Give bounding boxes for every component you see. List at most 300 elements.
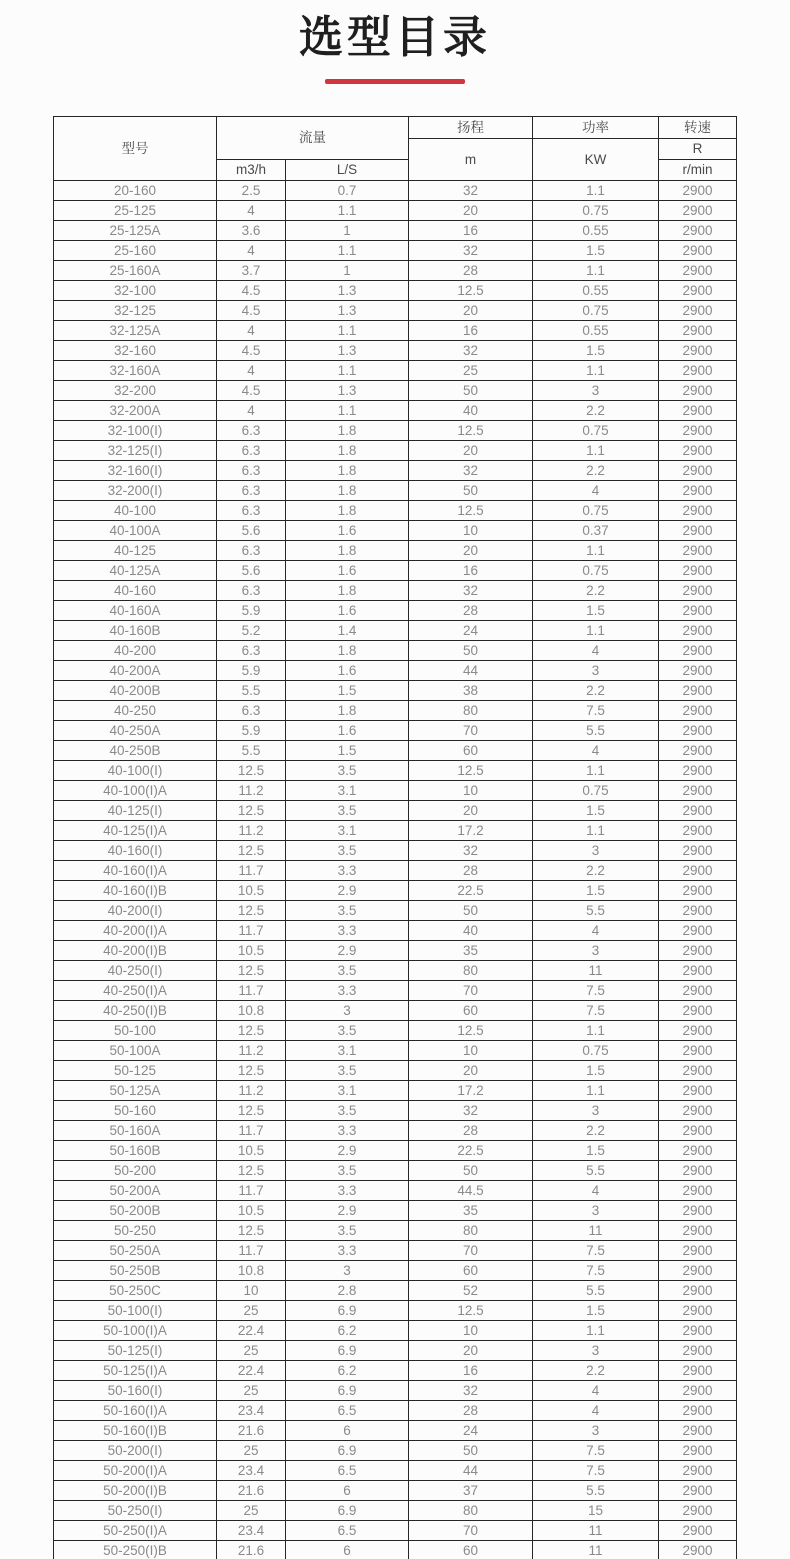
cell-model: 50-200A bbox=[54, 1181, 217, 1201]
table-row bbox=[54, 281, 737, 301]
cell-flow-m3h: 23.4 bbox=[217, 1521, 286, 1541]
cell-model: 40-100(I)A bbox=[54, 781, 217, 801]
col-header-model: 型号 bbox=[54, 117, 217, 181]
cell-model: 40-200A bbox=[54, 661, 217, 681]
cell-flow-ls: 6.2 bbox=[286, 1321, 409, 1341]
cell-head-m: 20 bbox=[409, 801, 533, 821]
cell-speed-rmin: 2900 bbox=[659, 281, 737, 301]
cell-model: 32-200(I) bbox=[54, 481, 217, 501]
cell-flow-ls: 3.5 bbox=[286, 1221, 409, 1241]
cell-model: 40-200B bbox=[54, 681, 217, 701]
cell-power-kw: 1.5 bbox=[533, 1301, 659, 1321]
cell-head-m: 20 bbox=[409, 201, 533, 221]
col-header-speed-unit-r: R bbox=[659, 139, 737, 160]
cell-flow-m3h: 4 bbox=[217, 201, 286, 221]
cell-power-kw: 2.2 bbox=[533, 861, 659, 881]
table-row bbox=[54, 1021, 737, 1041]
cell-flow-m3h: 4.5 bbox=[217, 341, 286, 361]
cell-flow-ls: 1 bbox=[286, 261, 409, 281]
cell-power-kw: 0.75 bbox=[533, 301, 659, 321]
cell-power-kw: 4 bbox=[533, 1401, 659, 1421]
cell-model: 40-160A bbox=[54, 601, 217, 621]
cell-power-kw: 3 bbox=[533, 841, 659, 861]
cell-flow-ls: 3.1 bbox=[286, 821, 409, 841]
table-row bbox=[54, 1481, 737, 1501]
cell-speed-rmin: 2900 bbox=[659, 1381, 737, 1401]
cell-head-m: 44 bbox=[409, 661, 533, 681]
cell-flow-ls: 3.5 bbox=[286, 961, 409, 981]
cell-flow-m3h: 11.7 bbox=[217, 861, 286, 881]
cell-model: 50-250(I)A bbox=[54, 1521, 217, 1541]
table-row bbox=[54, 261, 737, 281]
cell-power-kw: 3 bbox=[533, 941, 659, 961]
cell-flow-ls: 1.8 bbox=[286, 481, 409, 501]
table-row bbox=[54, 1461, 737, 1481]
table-row bbox=[54, 1381, 737, 1401]
cell-flow-ls: 1.3 bbox=[286, 281, 409, 301]
cell-model: 50-250(I) bbox=[54, 1501, 217, 1521]
cell-power-kw: 1.1 bbox=[533, 361, 659, 381]
table-row bbox=[54, 1301, 737, 1321]
cell-flow-m3h: 4.5 bbox=[217, 281, 286, 301]
cell-flow-m3h: 10.8 bbox=[217, 1001, 286, 1021]
cell-flow-ls: 2.9 bbox=[286, 941, 409, 961]
cell-model: 50-200(I)A bbox=[54, 1461, 217, 1481]
cell-head-m: 50 bbox=[409, 1161, 533, 1181]
cell-speed-rmin: 2900 bbox=[659, 401, 737, 421]
table-row bbox=[54, 501, 737, 521]
cell-flow-ls: 3.5 bbox=[286, 1101, 409, 1121]
cell-flow-ls: 1.6 bbox=[286, 721, 409, 741]
table-row bbox=[54, 221, 737, 241]
table-row bbox=[54, 1401, 737, 1421]
cell-flow-m3h: 10 bbox=[217, 1281, 286, 1301]
table-row bbox=[54, 1081, 737, 1101]
table-row bbox=[54, 181, 737, 201]
cell-flow-ls: 1.8 bbox=[286, 701, 409, 721]
cell-speed-rmin: 2900 bbox=[659, 181, 737, 201]
cell-model: 50-250C bbox=[54, 1281, 217, 1301]
cell-speed-rmin: 2900 bbox=[659, 221, 737, 241]
cell-model: 32-160(I) bbox=[54, 461, 217, 481]
cell-flow-m3h: 11.2 bbox=[217, 781, 286, 801]
cell-power-kw: 1.1 bbox=[533, 261, 659, 281]
cell-model: 50-100(I) bbox=[54, 1301, 217, 1321]
cell-head-m: 70 bbox=[409, 1521, 533, 1541]
cell-speed-rmin: 2900 bbox=[659, 1521, 737, 1541]
cell-model: 40-160(I)A bbox=[54, 861, 217, 881]
cell-head-m: 37 bbox=[409, 1481, 533, 1501]
cell-flow-m3h: 12.5 bbox=[217, 761, 286, 781]
cell-flow-ls: 3 bbox=[286, 1261, 409, 1281]
cell-speed-rmin: 2900 bbox=[659, 421, 737, 441]
col-header-speed-unit-rmin: r/min bbox=[659, 160, 737, 181]
table-row bbox=[54, 1321, 737, 1341]
cell-flow-m3h: 10.5 bbox=[217, 1141, 286, 1161]
cell-power-kw: 0.55 bbox=[533, 321, 659, 341]
cell-flow-ls: 6.9 bbox=[286, 1381, 409, 1401]
cell-speed-rmin: 2900 bbox=[659, 1301, 737, 1321]
cell-head-m: 60 bbox=[409, 741, 533, 761]
cell-power-kw: 0.55 bbox=[533, 281, 659, 301]
table-row bbox=[54, 901, 737, 921]
cell-flow-m3h: 3.7 bbox=[217, 261, 286, 281]
col-header-power-unit: KW bbox=[533, 139, 659, 181]
cell-flow-ls: 1.3 bbox=[286, 301, 409, 321]
cell-model: 40-250(I)A bbox=[54, 981, 217, 1001]
cell-flow-m3h: 5.9 bbox=[217, 661, 286, 681]
table-row bbox=[54, 1521, 737, 1541]
col-header-flow-m3h: m3/h bbox=[217, 160, 286, 181]
cell-speed-rmin: 2900 bbox=[659, 1101, 737, 1121]
cell-speed-rmin: 2900 bbox=[659, 361, 737, 381]
cell-flow-m3h: 12.5 bbox=[217, 1221, 286, 1241]
cell-head-m: 52 bbox=[409, 1281, 533, 1301]
cell-power-kw: 1.5 bbox=[533, 801, 659, 821]
cell-head-m: 28 bbox=[409, 861, 533, 881]
cell-model: 40-250B bbox=[54, 741, 217, 761]
cell-speed-rmin: 2900 bbox=[659, 841, 737, 861]
cell-flow-ls: 6 bbox=[286, 1421, 409, 1441]
table-row bbox=[54, 941, 737, 961]
cell-flow-ls: 1 bbox=[286, 221, 409, 241]
cell-speed-rmin: 2900 bbox=[659, 1001, 737, 1021]
cell-speed-rmin: 2900 bbox=[659, 981, 737, 1001]
cell-power-kw: 4 bbox=[533, 1381, 659, 1401]
cell-power-kw: 2.2 bbox=[533, 401, 659, 421]
table-row bbox=[54, 881, 737, 901]
table-row bbox=[54, 1281, 737, 1301]
cell-flow-m3h: 12.5 bbox=[217, 1021, 286, 1041]
cell-head-m: 44 bbox=[409, 1461, 533, 1481]
cell-power-kw: 2.2 bbox=[533, 581, 659, 601]
cell-power-kw: 0.55 bbox=[533, 221, 659, 241]
cell-flow-ls: 6.5 bbox=[286, 1401, 409, 1421]
cell-power-kw: 5.5 bbox=[533, 901, 659, 921]
cell-head-m: 44.5 bbox=[409, 1181, 533, 1201]
cell-flow-m3h: 11.7 bbox=[217, 1241, 286, 1261]
cell-head-m: 16 bbox=[409, 1361, 533, 1381]
cell-flow-ls: 1.6 bbox=[286, 661, 409, 681]
cell-model: 40-200(I) bbox=[54, 901, 217, 921]
cell-head-m: 28 bbox=[409, 261, 533, 281]
cell-flow-m3h: 6.3 bbox=[217, 421, 286, 441]
cell-flow-m3h: 5.6 bbox=[217, 561, 286, 581]
cell-model: 32-125(I) bbox=[54, 441, 217, 461]
cell-power-kw: 2.2 bbox=[533, 681, 659, 701]
table-row bbox=[54, 421, 737, 441]
cell-speed-rmin: 2900 bbox=[659, 1361, 737, 1381]
cell-head-m: 80 bbox=[409, 1501, 533, 1521]
cell-flow-m3h: 6.3 bbox=[217, 461, 286, 481]
header-row-1 bbox=[54, 117, 737, 139]
cell-power-kw: 11 bbox=[533, 961, 659, 981]
cell-flow-m3h: 6.3 bbox=[217, 441, 286, 461]
cell-power-kw: 1.5 bbox=[533, 601, 659, 621]
cell-power-kw: 2.2 bbox=[533, 1361, 659, 1381]
cell-flow-m3h: 6.3 bbox=[217, 581, 286, 601]
cell-flow-ls: 1.1 bbox=[286, 241, 409, 261]
cell-model: 50-250 bbox=[54, 1221, 217, 1241]
cell-power-kw: 1.1 bbox=[533, 1081, 659, 1101]
table-row bbox=[54, 1141, 737, 1161]
cell-flow-ls: 3.1 bbox=[286, 781, 409, 801]
table-row bbox=[54, 1101, 737, 1121]
table-row bbox=[54, 761, 737, 781]
cell-power-kw: 1.1 bbox=[533, 821, 659, 841]
cell-head-m: 70 bbox=[409, 1241, 533, 1261]
cell-speed-rmin: 2900 bbox=[659, 1261, 737, 1281]
cell-model: 40-250A bbox=[54, 721, 217, 741]
table-row bbox=[54, 201, 737, 221]
cell-flow-ls: 3.3 bbox=[286, 981, 409, 1001]
cell-speed-rmin: 2900 bbox=[659, 1541, 737, 1559]
cell-speed-rmin: 2900 bbox=[659, 721, 737, 741]
cell-flow-ls: 1.8 bbox=[286, 441, 409, 461]
cell-head-m: 20 bbox=[409, 1061, 533, 1081]
cell-head-m: 10 bbox=[409, 1321, 533, 1341]
cell-model: 50-125A bbox=[54, 1081, 217, 1101]
cell-head-m: 80 bbox=[409, 961, 533, 981]
cell-flow-m3h: 5.5 bbox=[217, 741, 286, 761]
cell-flow-m3h: 6.3 bbox=[217, 481, 286, 501]
cell-speed-rmin: 2900 bbox=[659, 1501, 737, 1521]
cell-speed-rmin: 2900 bbox=[659, 541, 737, 561]
cell-flow-ls: 6 bbox=[286, 1541, 409, 1559]
cell-flow-m3h: 6.3 bbox=[217, 641, 286, 661]
cell-flow-ls: 6.9 bbox=[286, 1341, 409, 1361]
title-underline-decoration bbox=[325, 79, 465, 84]
cell-model: 32-125 bbox=[54, 301, 217, 321]
cell-power-kw: 1.5 bbox=[533, 341, 659, 361]
cell-head-m: 17.2 bbox=[409, 1081, 533, 1101]
cell-model: 40-160(I)B bbox=[54, 881, 217, 901]
cell-head-m: 25 bbox=[409, 361, 533, 381]
cell-flow-ls: 1.1 bbox=[286, 401, 409, 421]
cell-flow-ls: 3.5 bbox=[286, 1021, 409, 1041]
cell-power-kw: 3 bbox=[533, 1421, 659, 1441]
cell-speed-rmin: 2900 bbox=[659, 521, 737, 541]
cell-flow-m3h: 11.2 bbox=[217, 1081, 286, 1101]
cell-flow-m3h: 25 bbox=[217, 1341, 286, 1361]
cell-head-m: 40 bbox=[409, 921, 533, 941]
cell-model: 50-100(I)A bbox=[54, 1321, 217, 1341]
cell-speed-rmin: 2900 bbox=[659, 921, 737, 941]
cell-flow-m3h: 10.5 bbox=[217, 881, 286, 901]
cell-flow-ls: 1.1 bbox=[286, 361, 409, 381]
cell-model: 40-250(I) bbox=[54, 961, 217, 981]
cell-flow-ls: 1.8 bbox=[286, 461, 409, 481]
cell-speed-rmin: 2900 bbox=[659, 941, 737, 961]
cell-flow-m3h: 5.5 bbox=[217, 681, 286, 701]
cell-flow-m3h: 21.6 bbox=[217, 1421, 286, 1441]
table-row bbox=[54, 1161, 737, 1181]
cell-model: 25-125 bbox=[54, 201, 217, 221]
pump-selection-table bbox=[53, 116, 737, 1559]
table-row bbox=[54, 1181, 737, 1201]
table-header bbox=[54, 117, 737, 181]
cell-flow-m3h: 12.5 bbox=[217, 1101, 286, 1121]
cell-power-kw: 7.5 bbox=[533, 701, 659, 721]
cell-flow-ls: 3.3 bbox=[286, 1121, 409, 1141]
cell-model: 50-160(I)B bbox=[54, 1421, 217, 1441]
cell-speed-rmin: 2900 bbox=[659, 741, 737, 761]
cell-model: 40-160B bbox=[54, 621, 217, 641]
cell-flow-ls: 1.3 bbox=[286, 341, 409, 361]
table-row bbox=[54, 401, 737, 421]
cell-flow-ls: 3.5 bbox=[286, 801, 409, 821]
cell-speed-rmin: 2900 bbox=[659, 601, 737, 621]
cell-speed-rmin: 2900 bbox=[659, 1481, 737, 1501]
table-row bbox=[54, 241, 737, 261]
cell-speed-rmin: 2900 bbox=[659, 481, 737, 501]
cell-power-kw: 5.5 bbox=[533, 1161, 659, 1181]
cell-speed-rmin: 2900 bbox=[659, 301, 737, 321]
table-row bbox=[54, 621, 737, 641]
cell-model: 25-160 bbox=[54, 241, 217, 261]
cell-head-m: 10 bbox=[409, 781, 533, 801]
cell-power-kw: 5.5 bbox=[533, 1281, 659, 1301]
cell-speed-rmin: 2900 bbox=[659, 1241, 737, 1261]
cell-power-kw: 7.5 bbox=[533, 1441, 659, 1461]
cell-speed-rmin: 2900 bbox=[659, 641, 737, 661]
cell-head-m: 20 bbox=[409, 301, 533, 321]
cell-flow-ls: 3.1 bbox=[286, 1081, 409, 1101]
cell-head-m: 20 bbox=[409, 441, 533, 461]
cell-head-m: 12.5 bbox=[409, 1021, 533, 1041]
cell-head-m: 16 bbox=[409, 561, 533, 581]
cell-head-m: 20 bbox=[409, 1341, 533, 1361]
cell-model: 32-200 bbox=[54, 381, 217, 401]
cell-flow-m3h: 3.6 bbox=[217, 221, 286, 241]
cell-model: 50-160B bbox=[54, 1141, 217, 1161]
cell-flow-m3h: 25 bbox=[217, 1381, 286, 1401]
cell-power-kw: 2.2 bbox=[533, 1121, 659, 1141]
cell-flow-ls: 3.3 bbox=[286, 1181, 409, 1201]
cell-flow-ls: 0.7 bbox=[286, 181, 409, 201]
cell-speed-rmin: 2900 bbox=[659, 861, 737, 881]
cell-head-m: 16 bbox=[409, 221, 533, 241]
cell-speed-rmin: 2900 bbox=[659, 681, 737, 701]
cell-head-m: 28 bbox=[409, 601, 533, 621]
table-row bbox=[54, 441, 737, 461]
cell-model: 40-160(I) bbox=[54, 841, 217, 861]
cell-power-kw: 1.1 bbox=[533, 1321, 659, 1341]
cell-head-m: 22.5 bbox=[409, 881, 533, 901]
cell-model: 40-125(I)A bbox=[54, 821, 217, 841]
cell-flow-ls: 6.9 bbox=[286, 1301, 409, 1321]
cell-flow-ls: 1.1 bbox=[286, 321, 409, 341]
cell-flow-m3h: 11.7 bbox=[217, 1181, 286, 1201]
table-row bbox=[54, 741, 737, 761]
cell-speed-rmin: 2900 bbox=[659, 821, 737, 841]
cell-head-m: 35 bbox=[409, 941, 533, 961]
cell-model: 50-160(I) bbox=[54, 1381, 217, 1401]
cell-head-m: 80 bbox=[409, 1221, 533, 1241]
cell-head-m: 32 bbox=[409, 241, 533, 261]
cell-speed-rmin: 2900 bbox=[659, 201, 737, 221]
cell-power-kw: 3 bbox=[533, 381, 659, 401]
cell-flow-ls: 6.9 bbox=[286, 1501, 409, 1521]
cell-head-m: 22.5 bbox=[409, 1141, 533, 1161]
cell-speed-rmin: 2900 bbox=[659, 581, 737, 601]
cell-head-m: 35 bbox=[409, 1201, 533, 1221]
table-row bbox=[54, 721, 737, 741]
cell-power-kw: 1.5 bbox=[533, 1141, 659, 1161]
table-row bbox=[54, 1541, 737, 1559]
cell-model: 50-125(I)A bbox=[54, 1361, 217, 1381]
cell-model: 50-100 bbox=[54, 1021, 217, 1041]
table-row bbox=[54, 1241, 737, 1261]
cell-speed-rmin: 2900 bbox=[659, 781, 737, 801]
cell-power-kw: 0.75 bbox=[533, 421, 659, 441]
cell-head-m: 12.5 bbox=[409, 1301, 533, 1321]
cell-power-kw: 7.5 bbox=[533, 1241, 659, 1261]
cell-speed-rmin: 2900 bbox=[659, 1421, 737, 1441]
cell-head-m: 32 bbox=[409, 841, 533, 861]
cell-model: 40-100A bbox=[54, 521, 217, 541]
cell-speed-rmin: 2900 bbox=[659, 1161, 737, 1181]
cell-power-kw: 11 bbox=[533, 1541, 659, 1559]
table-row bbox=[54, 921, 737, 941]
cell-model: 50-160A bbox=[54, 1121, 217, 1141]
cell-head-m: 70 bbox=[409, 981, 533, 1001]
table-row bbox=[54, 1041, 737, 1061]
col-header-head: 扬程 bbox=[409, 117, 533, 139]
cell-flow-ls: 1.1 bbox=[286, 201, 409, 221]
cell-model: 40-160 bbox=[54, 581, 217, 601]
cell-power-kw: 2.2 bbox=[533, 461, 659, 481]
cell-speed-rmin: 2900 bbox=[659, 1461, 737, 1481]
table-row bbox=[54, 341, 737, 361]
cell-power-kw: 1.5 bbox=[533, 1061, 659, 1081]
cell-flow-ls: 2.9 bbox=[286, 1141, 409, 1161]
cell-flow-ls: 1.5 bbox=[286, 741, 409, 761]
table-row bbox=[54, 601, 737, 621]
cell-power-kw: 4 bbox=[533, 1181, 659, 1201]
cell-power-kw: 5.5 bbox=[533, 721, 659, 741]
cell-flow-m3h: 5.2 bbox=[217, 621, 286, 641]
table-row bbox=[54, 1201, 737, 1221]
cell-speed-rmin: 2900 bbox=[659, 1281, 737, 1301]
cell-flow-ls: 3.5 bbox=[286, 901, 409, 921]
cell-speed-rmin: 2900 bbox=[659, 441, 737, 461]
cell-power-kw: 1.1 bbox=[533, 441, 659, 461]
cell-flow-m3h: 21.6 bbox=[217, 1481, 286, 1501]
cell-flow-ls: 3.3 bbox=[286, 921, 409, 941]
col-header-power: 功率 bbox=[533, 117, 659, 139]
cell-power-kw: 15 bbox=[533, 1501, 659, 1521]
cell-model: 40-200(I)A bbox=[54, 921, 217, 941]
cell-flow-ls: 3.3 bbox=[286, 1241, 409, 1261]
cell-flow-m3h: 11.2 bbox=[217, 1041, 286, 1061]
cell-power-kw: 1.5 bbox=[533, 881, 659, 901]
cell-model: 32-160A bbox=[54, 361, 217, 381]
cell-head-m: 24 bbox=[409, 621, 533, 641]
cell-head-m: 60 bbox=[409, 1541, 533, 1559]
cell-power-kw: 3 bbox=[533, 661, 659, 681]
cell-flow-m3h: 11.7 bbox=[217, 1121, 286, 1141]
cell-power-kw: 0.75 bbox=[533, 501, 659, 521]
cell-speed-rmin: 2900 bbox=[659, 701, 737, 721]
cell-flow-m3h: 22.4 bbox=[217, 1361, 286, 1381]
cell-power-kw: 0.75 bbox=[533, 201, 659, 221]
cell-speed-rmin: 2900 bbox=[659, 241, 737, 261]
cell-speed-rmin: 2900 bbox=[659, 381, 737, 401]
cell-model: 32-100 bbox=[54, 281, 217, 301]
cell-head-m: 32 bbox=[409, 1101, 533, 1121]
table-row bbox=[54, 521, 737, 541]
